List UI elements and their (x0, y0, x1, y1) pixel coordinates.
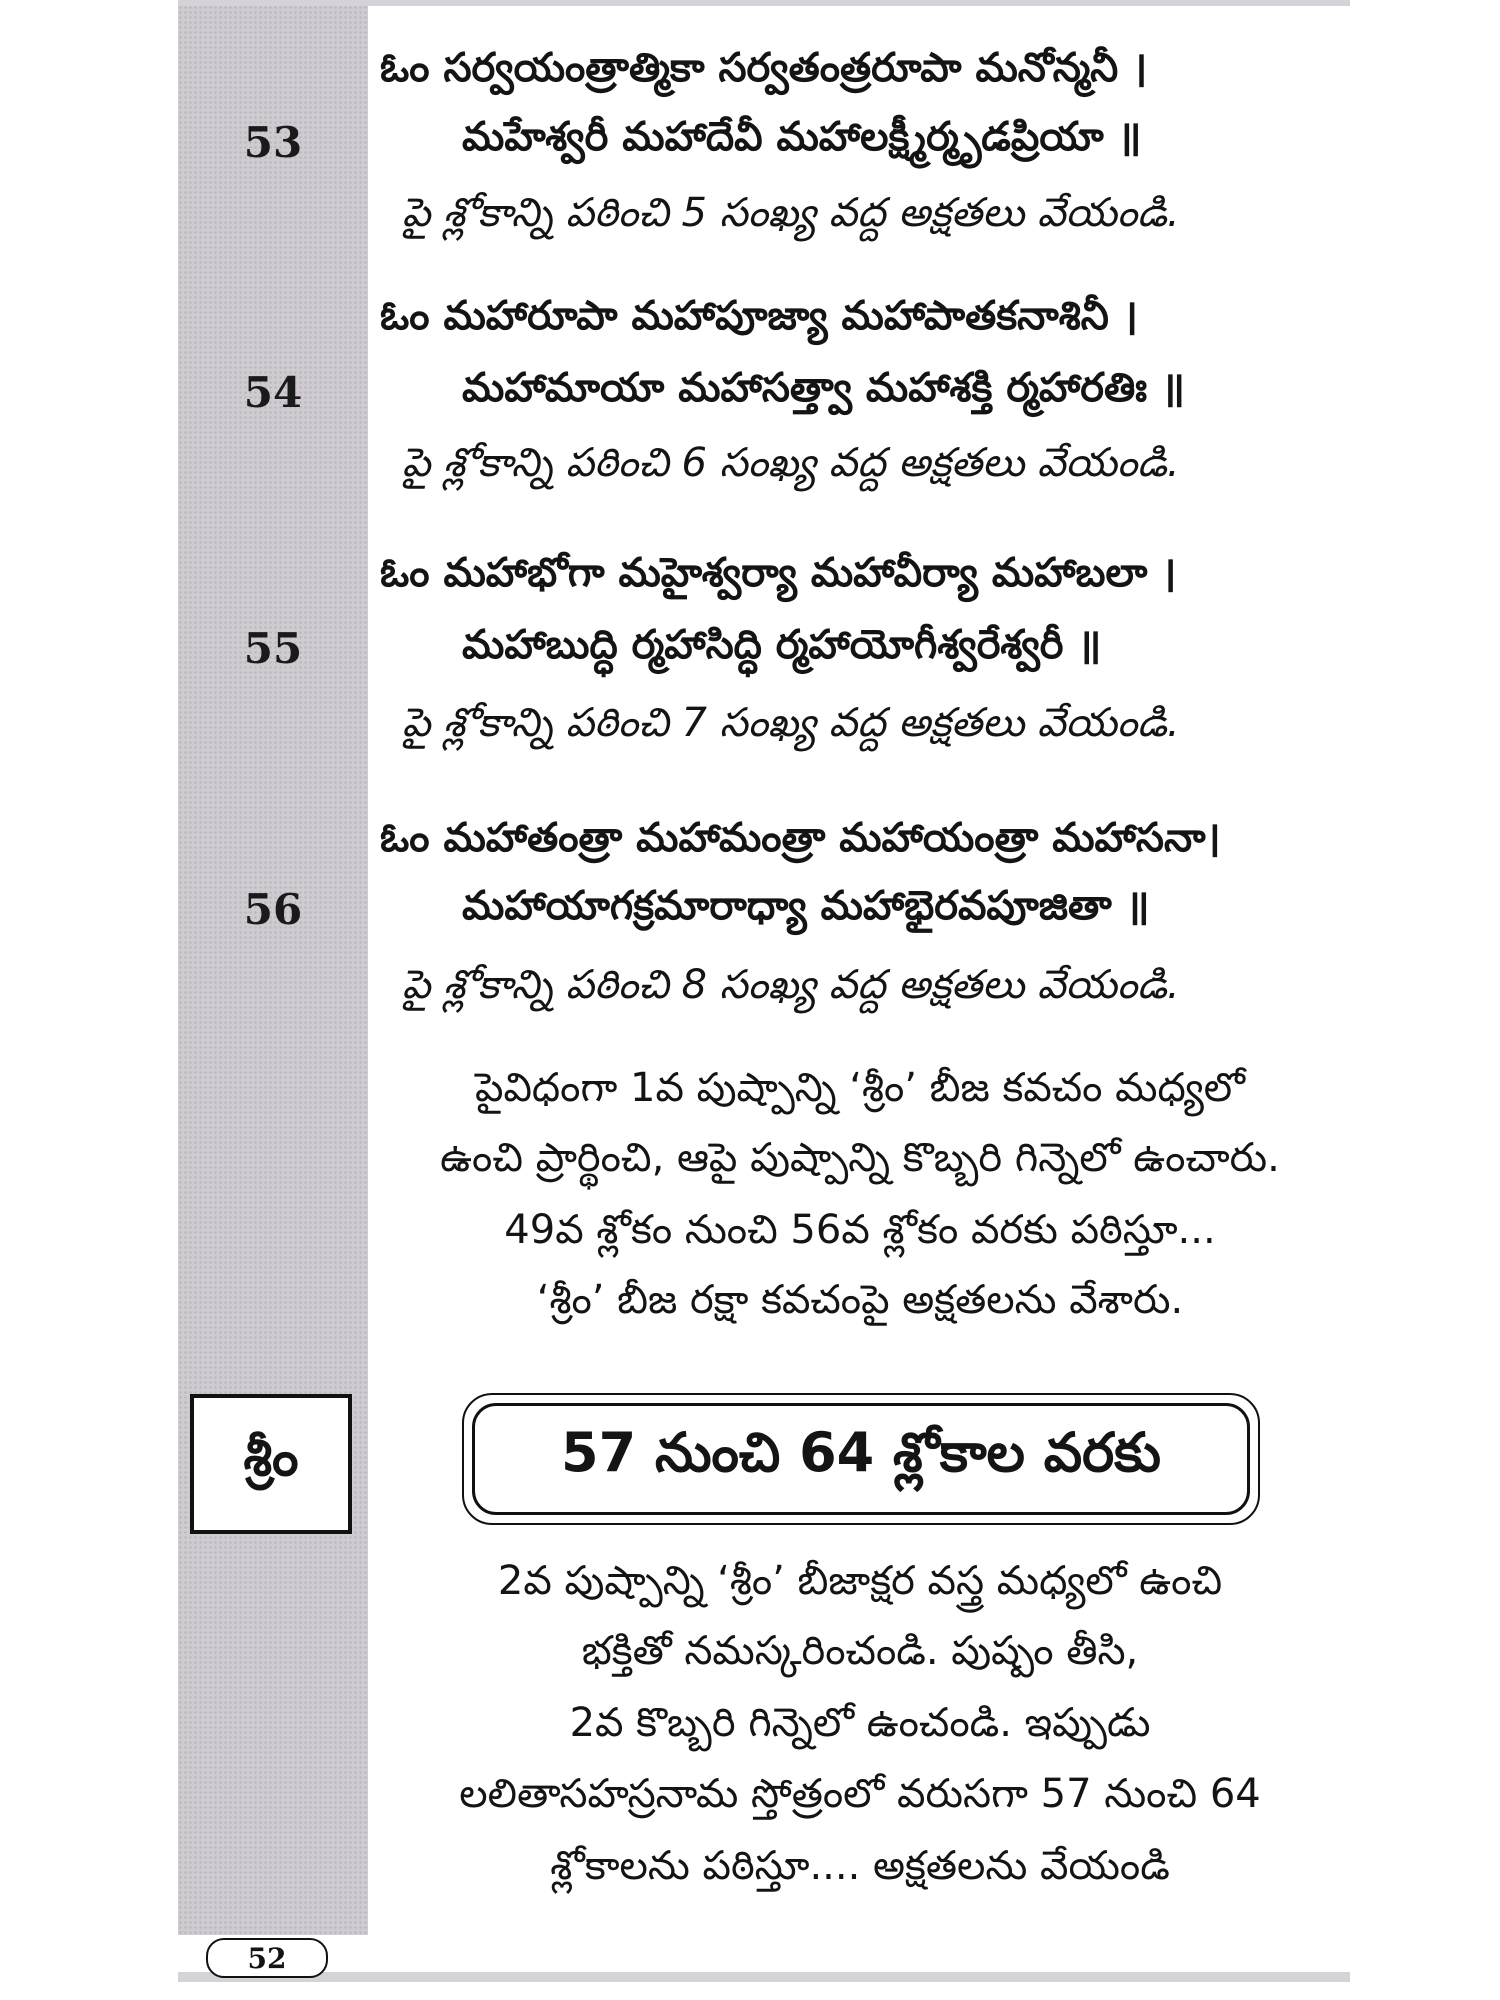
verse-line: ఓం సర్వయంత్రాత్మికా సర్వతంత్రరూపా మనోన్మనీ । (380, 45, 1148, 91)
summary-line: 49వ శ్లోకం నుంచి 56వ శ్లోకం వరకు పఠిస్తూ... (504, 1207, 1216, 1253)
verse-line: మహాయాగక్రమారాధ్యా మహాభైరవపూజితా ॥ (462, 883, 1150, 929)
verse-number: 53 (243, 118, 303, 167)
summary-line: ‘శ్రీం’ బీజ రక్షా కవచంపై అక్షతలను వేశారు. (536, 1277, 1184, 1323)
section-heading-box (462, 1393, 1260, 1525)
bija-label-box (190, 1394, 352, 1534)
verse-line: మహాబుద్ధి ర్మహాసిద్ధి ర్మహాయోగీశ్వరేశ్వరీ ॥ (462, 622, 1102, 668)
instruction-line: లలితాసహస్రనామ స్తోత్రంలో వరుసగా 57 నుంచి 64 (459, 1771, 1261, 1817)
verse-line: మహేశ్వరీ మహాదేవీ మహాలక్ష్మీర్మృడప్రియా ॥ (462, 114, 1142, 160)
verse-number: 54 (243, 368, 303, 417)
verse-number: 56 (243, 885, 303, 934)
section-heading: 57 నుంచి 64 శ్లోకాల వరకు (472, 1403, 1250, 1515)
instruction-line: శ్లోకాలను పఠిస్తూ.... అక్షతలను వేయండి (550, 1843, 1170, 1889)
summary-line: పైవిధంగా 1వ పుష్పాన్ని ‘శ్రీం’ బీజ కవచం మధ్యలో (475, 1065, 1245, 1111)
shaded-sidebar (178, 0, 368, 1935)
verse-line: ఓం మహాభోగా మహైశ్వర్యా మహావీర్యా మహాబలా । (380, 550, 1177, 596)
verse-instruction: పై శ్లోకాన్ని పఠించి 5 సంఖ్య వద్ద అక్షతలు వేయండి. (402, 190, 1180, 236)
verse-line: ఓం మహాతంత్రా మహామంత్రా మహాయంత్రా మహాసనా। (380, 815, 1221, 861)
top-rule (178, 0, 1350, 6)
bottom-rule (178, 1972, 1350, 1982)
verse-instruction: పై శ్లోకాన్ని పఠించి 6 సంఖ్య వద్ద అక్షతలు వేయండి. (402, 440, 1180, 486)
verse-instruction: పై శ్లోకాన్ని పఠించి 7 సంఖ్య వద్ద అక్షతలు వేయండి. (402, 700, 1180, 746)
verse-line: మహామాయా మహాసత్త్వా మహాశక్తి ర్మహారతిః ॥ (462, 365, 1185, 411)
instruction-line: 2వ కొబ్బరి గిన్నెలో ఉంచండి. ఇప్పుడు (569, 1700, 1151, 1746)
summary-line: ఉంచి ప్రార్థించి, ఆపై పుష్పాన్ని కొబ్బరి గిన్నెలో ఉంచారు. (440, 1135, 1280, 1181)
verse-line: ఓం మహారూపా మహాపూజ్యా మహాపాతకనాశినీ । (380, 293, 1138, 339)
bija-label: శ్రీం (243, 1427, 299, 1488)
page-number: 52 (206, 1938, 328, 1978)
instruction-line: భక్తితో నమస్కరించండి. పుష్పం తీసి, (581, 1628, 1139, 1674)
verse-instruction: పై శ్లోకాన్ని పఠించి 8 సంఖ్య వద్ద అక్షతలు వేయండి. (402, 962, 1180, 1008)
verse-number: 55 (243, 624, 303, 673)
instruction-line: 2వ పుష్పాన్ని ‘శ్రీం’ బీజాక్షర వస్త్ర మధ్యలో ఉంచి (497, 1558, 1223, 1604)
